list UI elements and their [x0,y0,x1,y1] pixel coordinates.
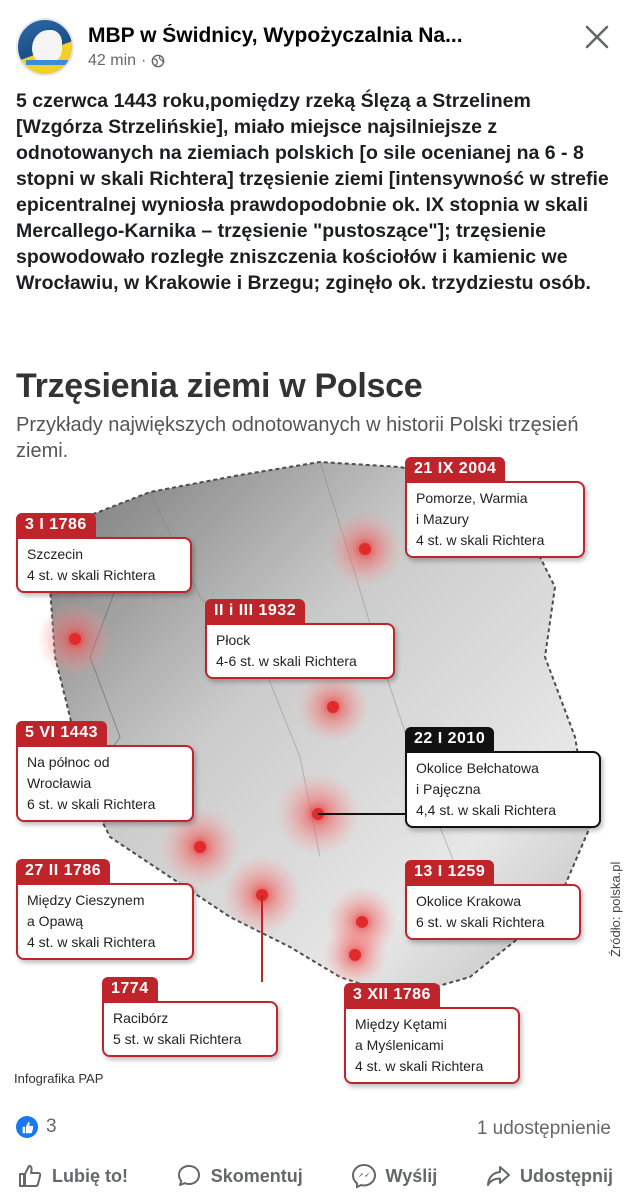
reactions-bar [0,1108,629,1148]
post-time[interactable]: 42 min [88,52,137,69]
event-date: 21 IX 2004 [405,457,505,481]
event-raciborz: 1774 Racibórz 5 st. w skali Richtera [102,977,278,1057]
page-avatar[interactable] [16,18,74,76]
comment-icon [175,1162,203,1190]
event-plock: II i III 1932 Płock 4-6 st. w skali Richtera [205,599,395,679]
event-date: II i III 1932 [205,599,305,623]
event-pomorze: 21 IX 2004 Pomorze, Warmia i Mazury 4 st. w skali Richtera [405,457,585,558]
event-date: 5 VI 1443 [16,721,107,745]
epicentre-szczecin [37,601,113,677]
event-krakow: 13 I 1259 Okolice Krakowa 6 st. w skali Richtera [405,860,581,940]
messenger-icon [350,1162,378,1190]
infographic-title: Trzęsienia ziemi w Polsce [16,367,423,405]
infographic-credit: Infografika PAP [14,1071,104,1086]
like-summary[interactable] [16,1116,57,1138]
event-date: 13 I 1259 [405,860,494,884]
event-date: 1774 [102,977,158,1001]
bird-icon [32,30,62,64]
comment-label: Skomentuj [210,1165,303,1186]
action-bar [0,1152,629,1200]
like-count: 3 [46,1116,57,1137]
infographic-source: Źródło: polska.pl [608,861,623,957]
thumbs-up-icon [16,1162,44,1190]
share-label: Udostępnij [520,1165,613,1186]
post-header [0,0,629,84]
send-button[interactable] [344,1152,444,1200]
share-icon [484,1162,512,1190]
post-meta: 42 min · [88,52,165,70]
share-button[interactable] [478,1152,619,1200]
close-icon[interactable] [582,22,612,52]
epicentre-mazury [327,511,403,587]
event-date: 22 I 2010 [405,727,494,751]
event-date: 3 I 1786 [16,513,96,537]
event-szczecin: 3 I 1786 Szczecin 4 st. w skali Richtera [16,513,192,593]
infographic-image[interactable] [0,357,629,1100]
infographic-subtitle: Przykłady największych odnotowanych w historii Polski trzęsień ziemi. [16,414,579,462]
event-kety: 3 XII 1786 Między Kętami a Myślenicami 4 st. w skali Richtera [344,983,520,1084]
event-belchatow: 22 I 2010 Okolice Bełchatowa i Pajęczna 4,4 st. w skali Richtera [405,727,601,828]
event-date: 27 II 1786 [16,859,110,883]
event-wroclaw: 5 VI 1443 Na północ od Wrocławia 6 st. w skali Richtera [16,721,194,822]
globe-icon [151,54,165,68]
epicentre-kety [323,923,387,987]
event-date: 3 XII 1786 [344,983,440,1007]
page-name[interactable]: MBP w Świdnicy, Wypożyczalnia Na... [88,24,463,47]
comment-button[interactable] [169,1152,309,1200]
send-label: Wyślij [385,1165,438,1186]
like-reaction-icon [16,1116,38,1138]
epicentre-plock [297,671,369,743]
like-label: Lubię to! [52,1165,128,1186]
like-button[interactable] [10,1152,134,1200]
event-cieszyn: 27 II 1786 Między Cieszynem a Opawą 4 st. w skali Richtera [16,859,194,960]
share-count[interactable]: 1 udostępnienie [476,1118,611,1139]
post-text: 5 czerwca 1443 roku,pomiędzy rzeką Ślęzą a Strzelinem [Wzgórza Strzelińskie], miało miejsce najsilniejsze z odnotowanych na ziemiach polskich [o sile ocenianej na 6 - 8 stopni w skali Richtera] trzęsienie ziemi [intensywność w strefie epicentralnej wyniosła prawdopodobnie ok. IX stopnia w skali Mercallego-Karnika – trzęsienie "pustoszące"]; trzęsienie spowodowało rozległe zniszczenia kościołów i kamienic we Wrocławiu, w Krakowie i Brzegu; zginęło ok. trzydziestu osób. [16,90,609,294]
